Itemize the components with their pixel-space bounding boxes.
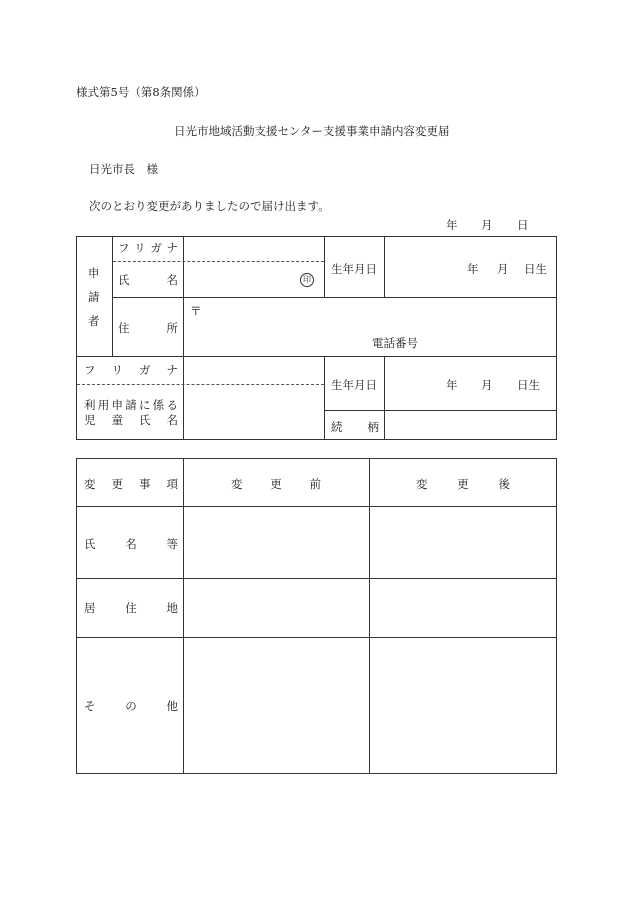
header-char: 事: [139, 477, 151, 491]
date-month: 月: [481, 218, 493, 232]
applicant-divider-h2: [76, 356, 557, 357]
row-char: 住: [125, 601, 137, 615]
birthdate-field[interactable]: [386, 238, 554, 295]
child-label-char: 請: [125, 398, 137, 412]
residence-after-field[interactable]: [371, 580, 555, 635]
applicant-label-1: 申: [88, 266, 100, 280]
child-birthdate-month: 月: [481, 378, 493, 392]
child-divider-v3: [324, 356, 325, 440]
birthdate-day: 日生: [524, 262, 547, 276]
row-char: 名: [125, 537, 137, 551]
child-birthdate-day: 日生: [517, 378, 540, 392]
applicant-divider-h1: [112, 297, 557, 298]
child-furigana-char: フ: [84, 363, 96, 377]
row-char: 他: [166, 699, 178, 713]
applicant-label-2: 請: [88, 290, 100, 304]
row-char: 地: [166, 601, 178, 615]
address-field[interactable]: [200, 300, 550, 330]
child-birthdate-field[interactable]: [386, 358, 554, 408]
other-after-field[interactable]: [371, 639, 555, 772]
header-before: [231, 476, 321, 492]
date-day: 日: [517, 218, 529, 232]
child-label-char: 利: [84, 398, 96, 412]
addressee: 日光市長 様: [89, 162, 158, 176]
child-furigana-label: [84, 362, 178, 378]
relation-char: 続: [331, 420, 343, 434]
row-char: そ: [84, 699, 96, 713]
furigana-label: [118, 240, 178, 256]
applicant-divider-v2: [183, 236, 184, 440]
seal-mark: 印: [300, 273, 314, 287]
address-char: 住: [118, 321, 130, 335]
row-char: 等: [166, 537, 178, 551]
phone-label: 電話番号: [372, 336, 418, 350]
residence-before-field[interactable]: [185, 580, 367, 635]
furigana-dash: [113, 261, 324, 262]
header-char: 更: [111, 477, 123, 491]
child-furigana-char: ガ: [139, 363, 151, 377]
child-furigana-field[interactable]: [185, 358, 321, 382]
child-divider-v4: [384, 356, 385, 440]
header-char: 更: [457, 477, 469, 491]
child-furigana-char: リ: [111, 363, 123, 377]
header-char: 更: [270, 477, 282, 491]
child-birthdate-label: 生年月日: [331, 378, 377, 392]
child-furigana-char: ナ: [166, 363, 178, 377]
child-divider-h1: [324, 410, 557, 411]
header-char: 変: [416, 477, 428, 491]
child-name-field[interactable]: [185, 386, 321, 438]
name-char: 氏: [118, 273, 130, 287]
birthdate-month: 月: [497, 262, 509, 276]
change-divider-h2: [76, 578, 557, 579]
form-number: 様式第5号（第8条関係）: [76, 85, 206, 99]
postal-mark: 〒: [190, 304, 202, 318]
furigana-char: ガ: [150, 241, 162, 255]
name-before-field[interactable]: [185, 508, 367, 576]
date-year: 年: [446, 218, 458, 232]
child-label-line2: [84, 412, 178, 428]
name-field[interactable]: [185, 263, 295, 295]
child-birthdate-year: 年: [446, 378, 458, 392]
intro-text: 次のとおり変更がありましたので届け出ます。: [89, 199, 330, 213]
child-label-char: 係: [152, 398, 165, 412]
name-label: [118, 272, 178, 288]
child-label-char: る: [166, 398, 178, 412]
applicant-divider-v3: [324, 236, 325, 297]
row-char: の: [125, 699, 137, 713]
relation-field[interactable]: [386, 412, 554, 438]
header-char: 変: [84, 477, 96, 491]
header-after: [416, 476, 510, 492]
row-char: 氏: [84, 537, 96, 551]
header-char: 前: [309, 477, 321, 491]
child-label-line1: [84, 397, 178, 413]
child-label-char: に: [139, 398, 151, 412]
applicant-divider-v4: [384, 236, 385, 297]
applicant-label-3: 者: [88, 314, 100, 328]
birthdate-year: 年: [467, 262, 479, 276]
header-char: 後: [498, 477, 510, 491]
child-label-char: 申: [111, 398, 123, 412]
row-label-residence: [84, 600, 178, 616]
header-change-item: [84, 476, 178, 492]
row-label-other: [84, 698, 178, 714]
child-label-char: 用: [97, 398, 110, 412]
child-furigana-dash: [77, 384, 324, 385]
name-after-field[interactable]: [371, 508, 555, 576]
furigana-char: フ: [118, 241, 130, 255]
furigana-char: ナ: [166, 241, 178, 255]
other-before-field[interactable]: [185, 639, 367, 772]
furigana-field[interactable]: [185, 238, 321, 259]
change-divider-h1: [76, 506, 557, 507]
page-title: 日光市地域活動支援センター支援事業申請内容変更届: [174, 124, 450, 138]
birthdate-label: 生年月日: [331, 262, 377, 276]
header-char: 変: [231, 477, 243, 491]
child-label-char: 名: [166, 413, 178, 427]
change-divider-h3: [76, 637, 557, 638]
relation-char: 柄: [367, 420, 379, 434]
applicant-divider-v1: [112, 236, 113, 356]
header-char: 項: [166, 477, 178, 491]
row-char: 居: [84, 601, 96, 615]
child-label-char: 童: [111, 413, 123, 427]
relation-label: [331, 419, 379, 435]
child-label-char: 氏: [139, 413, 151, 427]
row-label-name: [84, 536, 178, 552]
address-label: [118, 320, 178, 336]
name-char: 名: [166, 273, 178, 287]
address-char: 所: [166, 321, 178, 335]
child-label-char: 児: [84, 413, 96, 427]
furigana-char: リ: [134, 241, 146, 255]
